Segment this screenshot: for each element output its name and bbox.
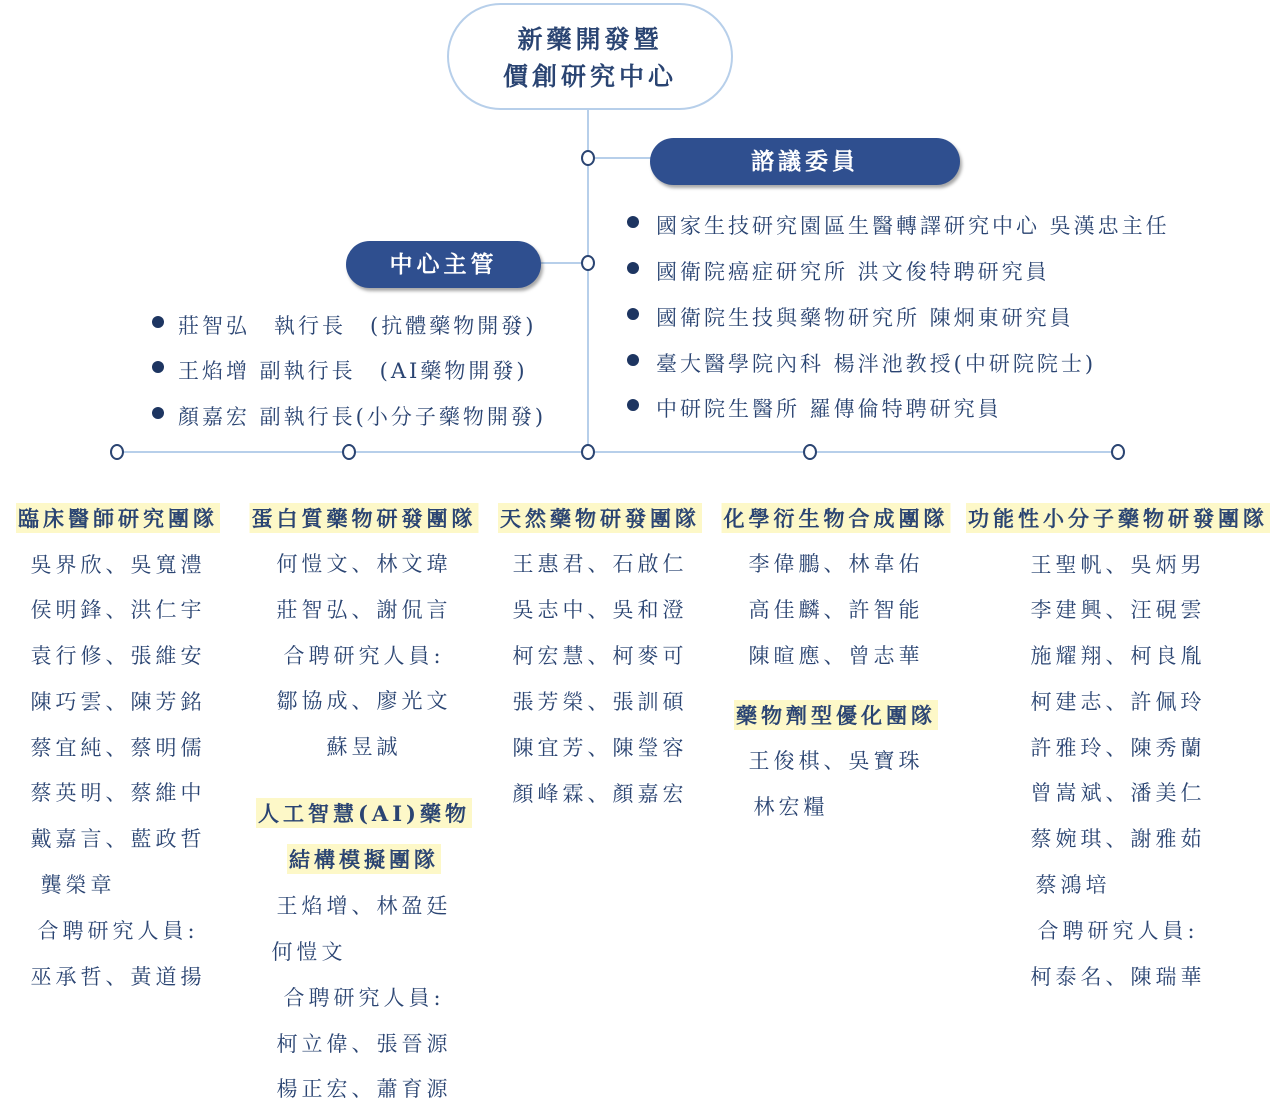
team-member: 侯明鋒、洪仁宇 [30, 598, 206, 622]
bullet-icon [627, 216, 639, 228]
connector-node [581, 150, 595, 166]
team-member: 戴嘉言、藍政哲 [30, 827, 206, 851]
bullet-icon [627, 399, 639, 411]
advisory-member: 國衛院生技與藥物研究所 陳炯東研究員 [656, 306, 1074, 330]
team-member: 蔡鴻培 [1035, 873, 1111, 897]
team-member: 龔榮章 [40, 873, 116, 897]
team-member: 施耀翔、柯良胤 [1030, 644, 1206, 668]
team-member: 吳界欣、吳寬澧 [30, 553, 206, 577]
team-member: 合聘研究人員: [37, 919, 199, 943]
advisory-member: 國家生技研究園區生醫轉譯研究中心 吳漢忠主任 [656, 214, 1170, 238]
team-member: 許雅玲、陳秀蘭 [1030, 736, 1206, 760]
team-member: 合聘研究人員: [283, 644, 445, 668]
team-member: 何愷文 [271, 940, 347, 964]
management-member: 王焰增 副執行長 (AI藥物開發) [178, 359, 528, 383]
team-member: 曾嵩斌、潘美仁 [1030, 781, 1206, 805]
team-member: 蘇昱誠 [326, 735, 402, 759]
team-header: 藥物劑型優化團隊 [734, 700, 938, 730]
team-member: 陳巧雲、陳芳銘 [30, 690, 206, 714]
team-member: 柯泰名、陳瑞華 [1030, 965, 1206, 989]
team-member: 王聖帆、吳炳男 [1030, 553, 1206, 577]
team-member: 張芳榮、張訓碩 [512, 690, 688, 714]
bullet-icon [627, 262, 639, 274]
team-member: 陳宜芳、陳瑩容 [512, 736, 688, 760]
advisory-member: 中研院生醫所 羅傳倫特聘研究員 [656, 397, 1002, 421]
advisory-member: 臺大醫學院內科 楊泮池教授(中研院院士) [656, 352, 1097, 376]
connector-node [1111, 444, 1125, 460]
team-member: 蔡婉琪、謝雅茹 [1030, 827, 1206, 851]
advisory-label: 諮議委員 [650, 138, 960, 185]
team-member: 王俊棋、吳寶珠 [748, 749, 924, 773]
team-member: 合聘研究人員: [1037, 919, 1199, 943]
bullet-icon [152, 361, 164, 373]
team-header: 人工智慧(AI)藥物 [256, 798, 472, 828]
team-member: 楊正宏、蕭育源 [276, 1077, 452, 1101]
bullet-icon [152, 316, 164, 328]
teams-connector [117, 451, 1118, 453]
team-member: 何愷文、林文瑋 [276, 552, 452, 576]
team-member: 王惠君、石啟仁 [512, 552, 688, 576]
connector-node [803, 444, 817, 460]
team-member: 巫承哲、黃道揚 [30, 965, 206, 989]
team-member: 柯建志、許佩玲 [1030, 690, 1206, 714]
connector-node [110, 444, 124, 460]
bullet-icon [152, 407, 164, 419]
team-header: 結構模擬團隊 [287, 844, 441, 874]
connector-node [581, 444, 595, 460]
management-member: 顏嘉宏 副執行長(小分子藥物開發) [178, 405, 547, 429]
connector-node [342, 444, 356, 460]
center-title-line2: 價創研究中心 [502, 62, 677, 91]
team-member: 袁行修、張維安 [30, 644, 206, 668]
team-header: 化學衍生物合成團隊 [722, 503, 951, 533]
team-member: 蔡宜純、蔡明儒 [30, 736, 206, 760]
team-member: 林宏糧 [753, 795, 829, 819]
advisory-member: 國衛院癌症研究所 洪文俊特聘研究員 [656, 260, 1050, 284]
team-member: 吳志中、吳和澄 [512, 598, 688, 622]
team-member: 柯立偉、張晉源 [276, 1032, 452, 1056]
team-member: 柯宏慧、柯麥可 [512, 644, 688, 668]
advisory-connector [595, 157, 655, 159]
team-member: 合聘研究人員: [283, 986, 445, 1010]
team-member: 李建興、汪硯雲 [1030, 598, 1206, 622]
center-title-box [447, 3, 733, 110]
management-member: 莊智弘 執行長 (抗體藥物開發) [178, 314, 537, 338]
team-member: 鄒協成、廖光文 [276, 689, 452, 713]
team-header: 臨床醫師研究團隊 [16, 503, 220, 533]
team-member: 莊智弘、謝侃言 [276, 598, 452, 622]
team-member: 蔡英明、蔡維中 [30, 781, 206, 805]
team-member: 陳暄應、曾志華 [748, 644, 924, 668]
bullet-icon [627, 308, 639, 320]
team-member: 顏峰霖、顏嘉宏 [512, 782, 688, 806]
connector-node [581, 255, 595, 271]
team-header: 蛋白質藥物研發團隊 [250, 503, 479, 533]
center-title-line1: 新藥開發暨 [517, 25, 663, 54]
bullet-icon [627, 354, 639, 366]
team-member: 李偉鵬、林韋佑 [748, 552, 924, 576]
team-member: 高佳麟、許智能 [748, 598, 924, 622]
team-member: 王焰增、林盈廷 [276, 894, 452, 918]
team-header: 天然藥物研發團隊 [498, 503, 702, 533]
management-label: 中心主管 [346, 241, 541, 288]
team-header: 功能性小分子藥物研發團隊 [966, 503, 1270, 533]
